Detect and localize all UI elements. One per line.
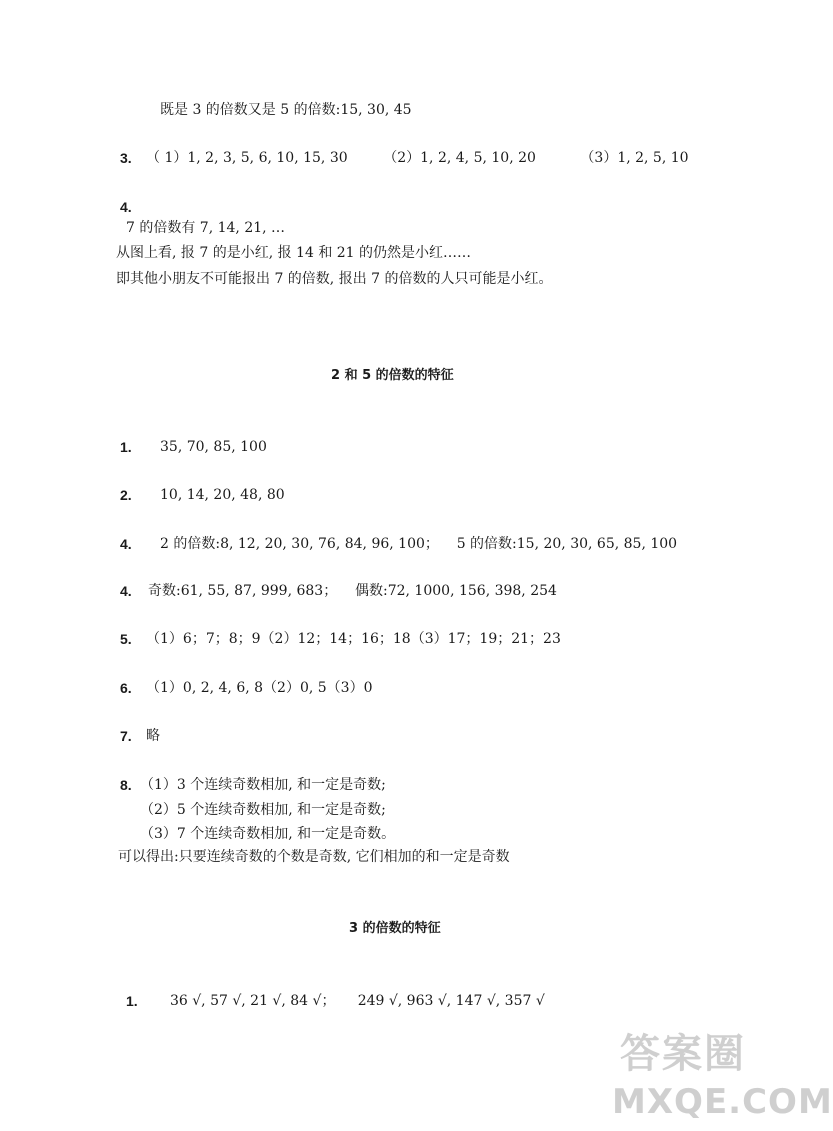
answer-line: 奇数:61, 55, 87, 999, 683； 偶数:72, 1000, 156, 398, 254 (148, 583, 557, 599)
answer-line: （1）0, 2, 4, 6, 8（2）0, 5（3）0 (146, 680, 373, 696)
answer-line: （2）5 个连续奇数相加, 和一定是奇数; (140, 802, 386, 818)
question-number: 7. (120, 728, 132, 744)
answer-line: （3）7 个连续奇数相加, 和一定是奇数。 (140, 826, 396, 842)
question-number: 8. (120, 777, 132, 793)
answer-line: 既是 3 的倍数又是 5 的倍数:15, 30, 45 (160, 102, 412, 118)
answer-line: 略 (146, 728, 160, 744)
answer-line: （1）3 个连续奇数相加, 和一定是奇数; (140, 777, 386, 793)
question-number: 4. (120, 583, 132, 599)
answer-line: 36 √, 57 √, 21 √, 84 √； 249 √, 963 √, 147 √, 357 √ (170, 993, 545, 1009)
question-number: 4. (120, 536, 132, 552)
answer-line: （ 1）1, 2, 3, 5, 6, 10, 15, 30 （2）1, 2, 4, 5, 10, 20 （3）1, 2, 5, 10 (146, 150, 689, 166)
watermark-url: MXQE.COM (612, 1082, 833, 1122)
question-number: 3. (120, 150, 132, 166)
answer-line: 即其他小朋友不可能报出 7 的倍数, 报出 7 的倍数的人只可能是小红。 (116, 271, 553, 287)
answer-line: 2 的倍数:8, 12, 20, 30, 76, 84, 96, 100； 5 的倍数:15, 20, 30, 65, 85, 100 (160, 536, 678, 552)
answer-line: 从图上看, 报 7 的是小红, 报 14 和 21 的仍然是小红…… (116, 245, 472, 261)
answer-line: 35, 70, 85, 100 (160, 439, 267, 455)
question-number: 6. (120, 680, 132, 696)
site-watermark (612, 1022, 833, 1127)
answer-line: （1）6；7；8；9（2）12；14；16；18（3）17；19；21；23 (146, 631, 561, 647)
question-number: 5. (120, 631, 132, 647)
question-number: 4. (120, 199, 132, 215)
section-title: 2 和 5 的倍数的特征 (331, 368, 454, 383)
question-number: 1. (120, 439, 132, 455)
watermark-logo-text: 答案圈 (620, 1031, 746, 1077)
question-number: 1. (126, 993, 138, 1009)
conclusion-line: 可以得出:只要连续奇数的个数是奇数, 它们相加的和一定是奇数 (118, 849, 510, 865)
answer-line: 10, 14, 20, 48, 80 (160, 487, 285, 503)
answer-line: 7 的倍数有 7, 14, 21, … (126, 220, 286, 236)
question-number: 2. (120, 487, 132, 503)
section-title: 3 的倍数的特征 (349, 921, 441, 936)
